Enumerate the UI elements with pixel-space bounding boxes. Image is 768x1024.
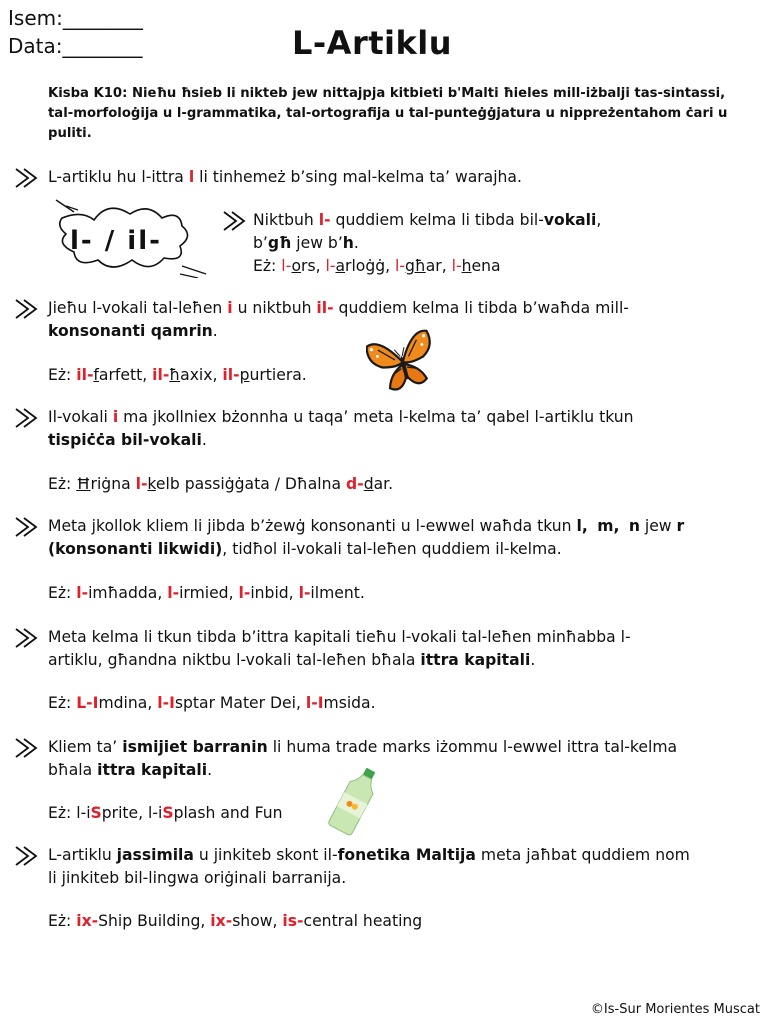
butterfly-image [366,326,440,400]
date-field: Data:________ [8,34,143,58]
rule-6-line1: Kliem ta’ ismijiet barranin li huma trade marks iżommu l-ewwel ittra tal-kelma [48,738,678,756]
rule-3-line1: Il-vokali i ma jkollniex bżonnha u taqa’ meta l-kelma ta’ qabel l-artiklu tkun [48,408,634,426]
double-chevron-arrow-icon [14,737,40,759]
rule-1b-example: Eż: l-ors, l-arloġġ, l-għar, l-hena [253,257,501,275]
soda-bottle-image [326,764,384,836]
rule-4-line1: Meta jkollok kliem li jibda b’żewġ konsonanti u l-ewwel waħda tkun l, m, n jew r [48,517,685,535]
rule-7-line1: L-artiklu jassimila u jinkiteb skont il-fonetika Maltija meta jaħbat quddiem nom [48,846,690,864]
double-chevron-arrow-icon [14,627,40,649]
rule-1: L-artiklu hu l-ittra l li tinhemeż b’sing mal-kelma ta’ warajha. [48,168,522,186]
rule-3-example: Eż: Ħriġna l-kelb passiġġata / Dħalna d-dar. [48,475,394,493]
double-chevron-arrow-icon [14,516,40,538]
rule-2-line2: konsonanti qamrin. [48,322,218,340]
rule-5-example: Eż: L-Imdina, l-Isptar Mater Dei, l-Imsida. [48,694,376,712]
name-field: Isem:________ [8,6,143,30]
copyright-footer: ©Is-Sur Morientes Muscat [590,1002,760,1017]
rule-7-example: Eż: ix-Ship Building, ix-show, is-central heating [48,912,423,930]
rule-3-line2: tispiċċa bil-vokali. [48,431,207,449]
rule-5-line2: artiklu, għandna niktbu l-vokali tal-leħen bħala ittra kapitali. [48,651,536,669]
rule-5-line1: Meta kelma li tkun tibda b’ittra kapitali tieħu l-vokali tal-leħen minħabba l- [48,628,631,646]
rule-4-line2: (konsonanti likwidi), tidħol il-vokali tal-leħen quddiem il-kelma. [48,540,562,558]
rule-2-example: Eż: il-farfett, il-ħaxix, il-purtiera. [48,366,307,384]
rule-4-example: Eż: l-imħadda, l-irmied, l-inbid, l-ilment. [48,584,365,602]
double-chevron-arrow-icon [222,210,248,232]
rule-6-line2: bħala ittra kapitali. [48,761,213,779]
rule-2-line1: Jieħu l-vokali tal-leħen i u niktbuh il- quddiem kelma li tibda b’waħda mill- [48,299,629,317]
rule-6-example: Eż: l-iSprite, l-iSplash and Fun [48,804,283,822]
double-chevron-arrow-icon [14,167,40,189]
page-title: L-Artiklu [292,24,453,62]
double-chevron-arrow-icon [14,407,40,429]
rule-1b-line1: Niktbuh l- quddiem kelma li tibda bil-vokali, [253,211,602,229]
burst-label: l- / il- [70,226,162,256]
double-chevron-arrow-icon [14,298,40,320]
double-chevron-arrow-icon [14,845,40,867]
rule-7-line2: li jinkiteb bil-lingwa oriġinali barranija. [48,869,347,887]
kisba-objective: Kisba K10: Nieħu ħsieb li nikteb jew nittajpja kitbieti b'Malti ħieles mill-iżbalji tas-sintassi, tal-morfoloġija u l-grammatika, tal-ortografija u tal-punteġġjatura u nippreżentahom ċari u puliti. [48,86,728,141]
rule-1b-line2: b’għ jew b’h. [253,234,359,252]
